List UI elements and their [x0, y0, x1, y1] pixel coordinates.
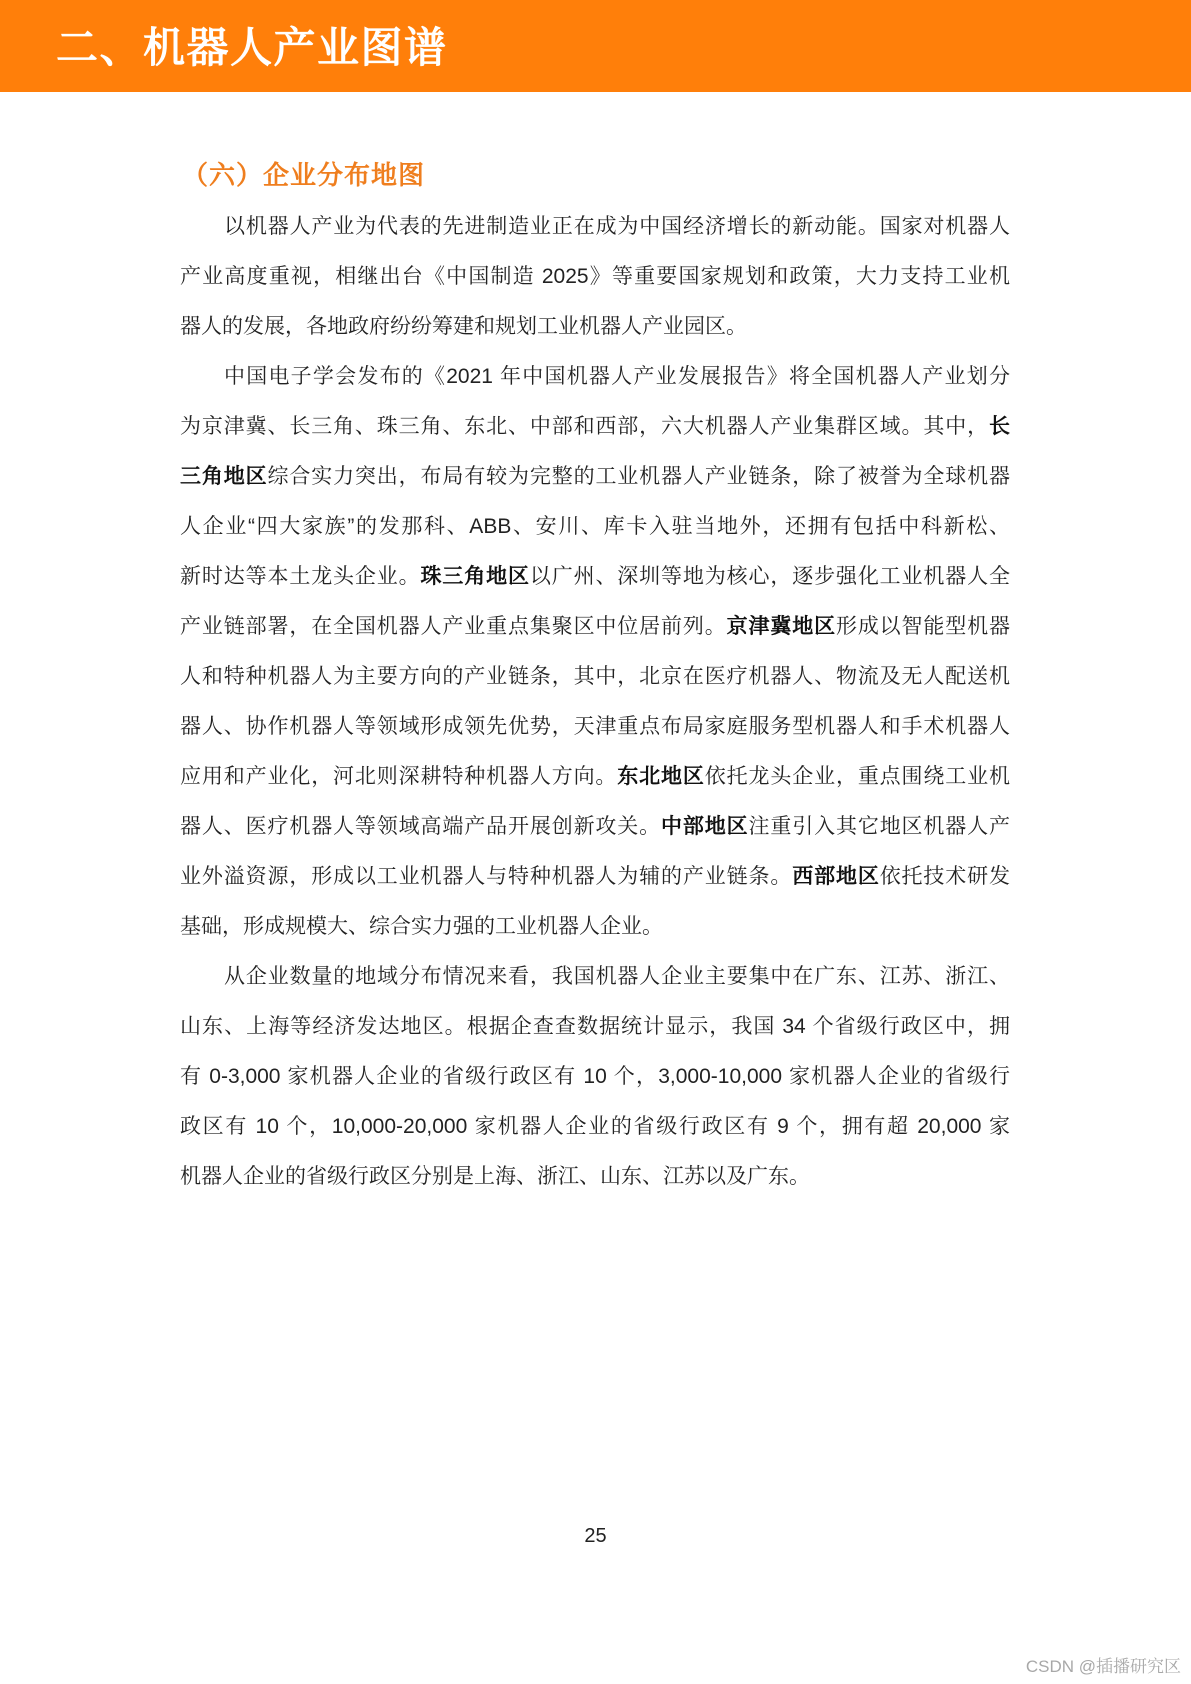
- text-line: [180, 502, 1010, 552]
- text-run: 以广州、深圳等地为核心，逐步强化工业机器人全: [529, 565, 1011, 588]
- page-number: 25: [584, 1525, 607, 1547]
- text-run: 机器人企业的省级行政区分别是上海、浙江、山东、江苏以及广东。: [180, 1165, 810, 1188]
- text-run: 注重引入其它地区机器人产: [748, 815, 1011, 838]
- text-run: 有 0-3,000 家机器人企业的省级行政区有 10 个，3,000-10,000 家机器人企业的省级行: [180, 1065, 1010, 1088]
- text-line: [180, 1152, 1010, 1202]
- text-run: 产业链部署，在全国机器人产业重点集聚区中位居前列。: [180, 615, 727, 638]
- text-run: 应用和产业化，河北则深耕特种机器人方向。: [180, 765, 618, 788]
- text-run: 器人、协作机器人等领域形成领先优势，天津重点布局家庭服务型机器人和手术机器人: [180, 715, 1010, 738]
- text-line: [180, 802, 1010, 852]
- paragraph: [180, 952, 1010, 1202]
- text-run: 人企业“四大家族”的发那科、ABB、安川、库卡入驻当地外，还拥有包括中科新松、: [180, 515, 1010, 538]
- bold-region-name: 西部地区: [792, 865, 880, 888]
- text-run: 综合实力突出，布局有较为完整的工业机器人产业链条，除了被誉为全球机器: [267, 465, 1011, 488]
- text-run: 基础，形成规模大、综合实力强的工业机器人企业。: [180, 915, 663, 938]
- bold-region-name: 珠三角地区: [420, 565, 530, 588]
- text-line: [180, 202, 1010, 252]
- text-line: [180, 1102, 1010, 1152]
- text-line: [180, 1002, 1010, 1052]
- text-run: 山东、上海等经济发达地区。根据企查查数据统计显示，我国 34 个省级行政区中，拥: [180, 1015, 1010, 1038]
- text-line: [180, 1052, 1010, 1102]
- text-line: [180, 402, 1010, 452]
- bold-region-name: 东北地区: [617, 765, 705, 788]
- text-line: [180, 252, 1010, 302]
- paragraph: [180, 202, 1010, 352]
- section-title: （六）企业分布地图: [182, 160, 426, 190]
- bold-region-name: 三角地区: [180, 465, 268, 488]
- body-text: [180, 202, 1010, 1202]
- text-run: 政区有 10 个，10,000-20,000 家机器人企业的省级行政区有 9 个，拥有超 20,000 家: [180, 1115, 1010, 1138]
- text-run: 依托龙头企业，重点围绕工业机: [704, 765, 1011, 788]
- text-line: [180, 452, 1010, 502]
- bold-region-name: 中部地区: [661, 815, 749, 838]
- text-run: 器人、医疗机器人等领域高端产品开展创新攻关。: [180, 815, 662, 838]
- text-line: [180, 652, 1010, 702]
- header-bar: [0, 0, 1191, 92]
- text-line: [180, 852, 1010, 902]
- text-run: 新时达等本土龙头企业。: [180, 565, 421, 588]
- text-line: [180, 702, 1010, 752]
- text-line: [180, 902, 1010, 952]
- text-run: 器人的发展，各地政府纷纷筹建和规划工业机器人产业园区。: [180, 315, 747, 338]
- text-run: 从企业数量的地域分布情况来看，我国机器人企业主要集中在广东、江苏、浙江、: [224, 965, 1010, 988]
- text-run: 产业高度重视，相继出台《中国制造 2025》等重要国家规划和政策，大力支持工业机: [180, 265, 1010, 288]
- text-run: 为京津冀、长三角、珠三角、东北、中部和西部，六大机器人产业集群区域。其中，: [180, 415, 989, 438]
- text-run: 人和特种机器人为主要方向的产业链条，其中，北京在医疗机器人、物流及无人配送机: [180, 665, 1010, 688]
- text-run: 依托技术研发: [879, 865, 1011, 888]
- text-line: [180, 602, 1010, 652]
- text-line: [180, 352, 1010, 402]
- bold-region-name: 长: [989, 415, 1010, 438]
- text-run: 中国电子学会发布的《2021 年中国机器人产业发展报告》将全国机器人产业划分: [224, 365, 1010, 388]
- text-line: [180, 752, 1010, 802]
- text-run: 以机器人产业为代表的先进制造业正在成为中国经济增长的新动能。国家对机器人: [224, 215, 1010, 238]
- text-line: [180, 302, 1010, 352]
- bold-region-name: 京津冀地区: [726, 615, 836, 638]
- text-line: [180, 952, 1010, 1002]
- text-line: [180, 552, 1010, 602]
- watermark: CSDN @插播研究区: [1025, 1657, 1181, 1676]
- chapter-title: 二、机器人产业图谱: [56, 24, 448, 71]
- paragraph: [180, 352, 1010, 952]
- text-run: 业外溢资源，形成以工业机器人与特种机器人为辅的产业链条。: [180, 865, 793, 888]
- text-run: 形成以智能型机器: [835, 615, 1011, 638]
